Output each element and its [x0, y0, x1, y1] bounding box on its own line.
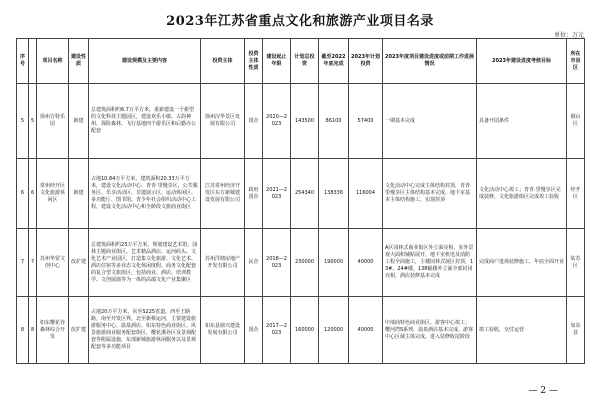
header-content: 建设规模及主要内容 — [89, 39, 201, 84]
cell-total: 230000 — [291, 229, 319, 297]
cell-total: 143500 — [291, 84, 319, 159]
cell-content: 占地10.84万平方米，建筑面积20.33万平方米，建设文化活动中心、青青·里慢享区、公共服务区、乐享活动区、非遗展示区、运动休闲区、多功能厅、图书馆、青少年社会组织活动中心工程，建设文化活动中心和全龄段文旅商业街区 — [89, 159, 201, 229]
cell-no: 6 — [17, 159, 29, 229]
cell-no-sub: 7 — [29, 229, 37, 297]
cell-total: 160000 — [291, 297, 319, 364]
cell-years: 2020—2023 — [263, 84, 291, 159]
cell-no-sub: 8 — [29, 297, 37, 364]
cell-progress: A区园林式商业街区外立面亮相，室外景观大面积铺贴展开，地下室机电及消防工程全面施工，主楼园林式展区封顶，13#、24#楼、138幅楼外立面全部封闭亮相，酒店装修基本完成 — [383, 229, 477, 297]
cell-nature: 改扩建 — [69, 297, 89, 364]
header-done: 截至2022年底完成 — [319, 39, 349, 84]
page-number: — 2 — — [528, 386, 558, 396]
cell-years: 2017—2023 — [263, 297, 291, 364]
cell-name: 如东樱花谷森林综合开发 — [37, 297, 69, 364]
cell-location: 如东县 — [567, 297, 585, 364]
unit-label: 单位：万元 — [553, 32, 584, 39]
cell-nature: 新建 — [69, 84, 89, 159]
cell-investor-type: 国企 — [245, 84, 263, 159]
cell-target: 具备开园条件 — [477, 84, 567, 159]
cell-nature: 新建 — [69, 159, 89, 229]
cell-no-sub: 6 — [29, 159, 37, 229]
cell-no: 5 — [17, 84, 29, 159]
header-investor-type: 投资主体性质 — [245, 39, 263, 84]
cell-target: 完成商户进场装修施工，年底全面开业 — [477, 229, 567, 297]
cell-progress: 中部商特色商业街区、游客中心竣工；樱河湾S系列、温泉酒店基本完成、游客中心区域主体完成，进入装修收尾阶段 — [383, 297, 477, 364]
cell-investor: 徐州汉华景区发展有限公司 — [201, 84, 245, 159]
cell-location: 姑苏区 — [567, 229, 585, 297]
cell-done: 190000 — [319, 229, 349, 297]
header-no-sub — [29, 39, 37, 84]
cell-plan: 40000 — [349, 229, 383, 297]
project-table — [16, 38, 585, 364]
cell-investor: 苏州洋塘房地产开发有限公司 — [201, 229, 245, 297]
header-target: 2023年建设进度考核目标 — [477, 39, 567, 84]
header-location: 所在市县区 — [567, 39, 585, 84]
cell-investor: 江苏常州经济开发区东方新城建设发展有限公司 — [201, 159, 245, 229]
cell-target: 竣工验收，交付运营 — [477, 297, 567, 364]
cell-years: 2021—2023 — [263, 159, 291, 229]
header-years: 建设起止年限 — [263, 39, 291, 84]
cell-progress: 一期基本完成 — [383, 84, 477, 159]
cell-investor-type: 国企 — [245, 297, 263, 364]
header-investor: 投资主体 — [201, 39, 245, 84]
header-nature: 建设性质 — [69, 39, 89, 84]
header-no: 序号 — [17, 39, 29, 84]
cell-no: 7 — [17, 229, 29, 297]
cell-done: 86100 — [319, 84, 349, 159]
cell-progress: 文化活动中心完成主体结构封顶，青青·里慢享区主体结构基本完成，地下室基本主体结构施工，实现封顶 — [383, 159, 477, 229]
cell-investor-type: 政府国企 — [245, 159, 263, 229]
cell-investor: 如东县鼎兴建设发展有限公司 — [201, 297, 245, 364]
table-row — [17, 297, 585, 364]
cell-name: 苏州华贸文创中心 — [37, 229, 69, 297]
cell-done: 120000 — [319, 297, 349, 364]
cell-location: 铜山区 — [567, 84, 585, 159]
cell-plan: 116004 — [349, 159, 383, 229]
cell-location: 经开区 — [567, 159, 585, 229]
cell-no-sub: 5 — [29, 84, 37, 159]
cell-years: 2018—2023 — [263, 229, 291, 297]
cell-name: 徐州方特乐园 — [37, 84, 69, 159]
header-name: 项目名称 — [37, 39, 69, 84]
cell-plan: 57400 — [349, 84, 383, 159]
cell-content: 总建筑面积约6.7万平方米，重新建设一个新型的文化科技主题园区，建设欢乐小镇、古韵神州、探险森林、飞行基地四个游乐区和后勤办公配套 — [89, 84, 201, 159]
header-total: 计划总投资 — [291, 39, 319, 84]
header-plan: 2023年计划投资 — [349, 39, 383, 84]
table-row — [17, 229, 585, 297]
page-title: 2023年江苏省重点文化和旅游产业项目名录 — [166, 14, 434, 29]
header-progress: 2023年度项目建设进度或前期工作进展情况 — [383, 39, 477, 84]
table-row — [17, 84, 585, 159]
cell-name: 常州经开区文化旅游休闲区 — [37, 159, 69, 229]
cell-nature: 改扩建 — [69, 229, 89, 297]
cell-content: 占地20万平方米，东至S225省道，西至王路路，南至开发区界，北至新蔡运河，主要建设旅游服务中心、温泉酒店、如东特色商业街区、风景旅游商业服务配套街区，樱花溪谷区及景观配套等附属设施，东部新城旅游休闲服务以及景观配套等多功能项目 — [89, 297, 201, 364]
cell-plan: 40000 — [349, 297, 383, 364]
cell-investor-type: 民企 — [245, 229, 263, 297]
cell-no: 8 — [17, 297, 29, 364]
table-header-row — [17, 39, 585, 84]
cell-done: 138336 — [319, 159, 349, 229]
table-row — [17, 159, 585, 229]
cell-target: 文化活动中心竣工；青青·里慢享区完成装修，文化旅游街区完成竣工验收 — [477, 159, 567, 229]
cell-total: 254340 — [291, 159, 319, 229]
cell-content: 总建筑面积约23万平方米，规划建设艺术馆、园林主题商业街区、艺术精品酒店、运河码头、文化艺术产业园区，打造集文化旅游、文化艺术、酒店住宿等多业态文化休闲度假、商务文化配套的复合型文旅街区，包括商业、酒店、培训教学、文创展演等为一体的高端文化产业集聚区 — [89, 229, 201, 297]
